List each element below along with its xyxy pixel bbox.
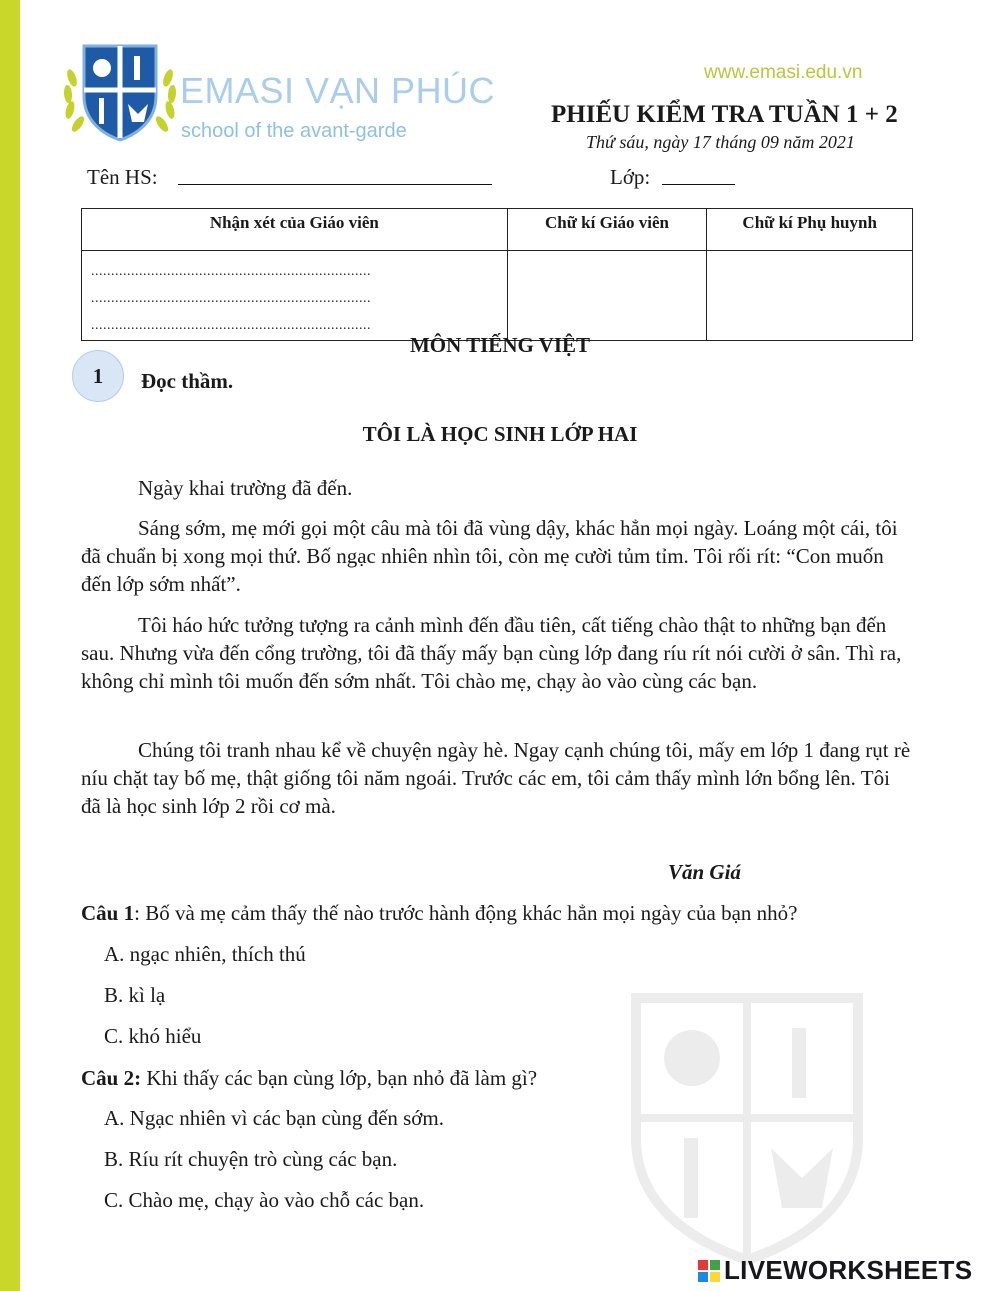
dotted-line: ...................................................................... <box>91 318 371 333</box>
story-paragraph: Ngày khai trường đã đến. <box>138 476 353 500</box>
liveworksheets-brand <box>698 1255 972 1286</box>
school-crest-logo-icon <box>62 38 178 146</box>
school-name: EMASI VẠN PHÚC <box>180 70 496 111</box>
school-tagline: school of the avant-garde <box>181 120 407 142</box>
worksheet-title: PHIẾU KIỂM TRA TUẦN 1 + 2 <box>551 101 898 128</box>
accent-sidebar-bar <box>0 0 20 1291</box>
class-label: Lớp: <box>610 165 651 189</box>
student-name-label: Tên HS: <box>87 165 158 189</box>
dotted-line: ...................................................................... <box>91 264 371 279</box>
class-field[interactable] <box>662 184 735 185</box>
liveworksheets-wordmark: LIVEWORKSHEETS <box>724 1255 973 1285</box>
story-author: Văn Giá <box>668 860 741 884</box>
liveworksheets-logo-icon <box>698 1260 720 1282</box>
story-title: TÔI LÀ HỌC SINH LỚP HAI <box>362 422 638 446</box>
story-paragraph: Tôi háo hức tưởng tượng ra cảnh mình đến đầu tiên, cất tiếng chào thật to những bạn đến sau. Nhưng vừa đến cổng trường, tôi đã thấy mấy bạn cùng lớp đang ríu rít nói cười ở sân. Thì ra, không chỉ mình tôi muốn đến sớm nhất. Tôi chào mẹ, chạy ào vào cùng các bạn. <box>81 613 902 693</box>
task-label: Đọc thầm. <box>141 369 234 393</box>
question-1 <box>81 901 797 926</box>
column-header-teacher-comment: Nhận xét của Giáo viên <box>82 209 508 251</box>
school-website-link[interactable]: www.emasi.edu.vn <box>704 62 863 83</box>
story-paragraph: Sáng sớm, mẹ mới gọi một câu mà tôi đã vùng dậy, khác hẳn mọi ngày. Loáng một cái, tôi đã chuẩn bị xong mọi thứ. Bố ngạc nhiên nhìn tôi, còn mẹ cười tủm tỉm. Tôi rối rít: “Con muốn đến lớp sớm nhất”. <box>81 516 898 596</box>
column-header-parent-signature: Chữ kí Phụ huynh <box>707 209 913 251</box>
dotted-line: ...................................................................... <box>91 291 371 306</box>
question-text: Khi thấy các bạn cùng lớp, bạn nhỏ đã làm gì? <box>141 1066 538 1090</box>
teacher-comment-cell <box>82 251 508 341</box>
answer-option[interactable]: A. ngạc nhiên, thích thú <box>104 942 306 966</box>
student-name-field[interactable] <box>178 184 492 185</box>
teacher-signature-cell <box>507 251 707 341</box>
question-text: : Bố và mẹ cảm thấy thế nào trước hành động khác hẳn mọi ngày của bạn nhỏ? <box>134 901 798 925</box>
crest-watermark-icon <box>596 978 898 1268</box>
answer-option[interactable]: B. Ríu rít chuyện trò cùng các bạn. <box>104 1147 398 1171</box>
question-2 <box>81 1066 537 1091</box>
parent-signature-cell <box>707 251 913 341</box>
answer-option[interactable]: C. khó hiểu <box>104 1024 202 1048</box>
review-table <box>81 208 913 341</box>
story-paragraph: Chúng tôi tranh nhau kể về chuyện ngày hè. Ngay cạnh chúng tôi, mấy em lớp 1 đang rụt rè níu chặt tay bố mẹ, thật giống tôi năm ngoái. Trước các em, tôi cảm thấy mình lớn bổng lên. Tôi đã là học sinh lớp 2 rồi cơ mà. <box>81 738 911 818</box>
worksheet-date: Thứ sáu, ngày 17 tháng 09 năm 2021 <box>586 132 855 152</box>
task-number-badge: 1 <box>72 350 124 402</box>
question-label: Câu 1 <box>81 901 135 925</box>
answer-option[interactable]: A. Ngạc nhiên vì các bạn cùng đến sớm. <box>104 1106 444 1130</box>
answer-option[interactable]: C. Chào mẹ, chạy ào vào chỗ các bạn. <box>104 1188 425 1212</box>
answer-option[interactable]: B. kì lạ <box>104 983 166 1007</box>
question-label: Câu 2: <box>81 1066 142 1090</box>
column-header-teacher-signature: Chữ kí Giáo viên <box>507 209 707 251</box>
subject-heading: MÔN TIẾNG VIỆT <box>409 333 591 357</box>
